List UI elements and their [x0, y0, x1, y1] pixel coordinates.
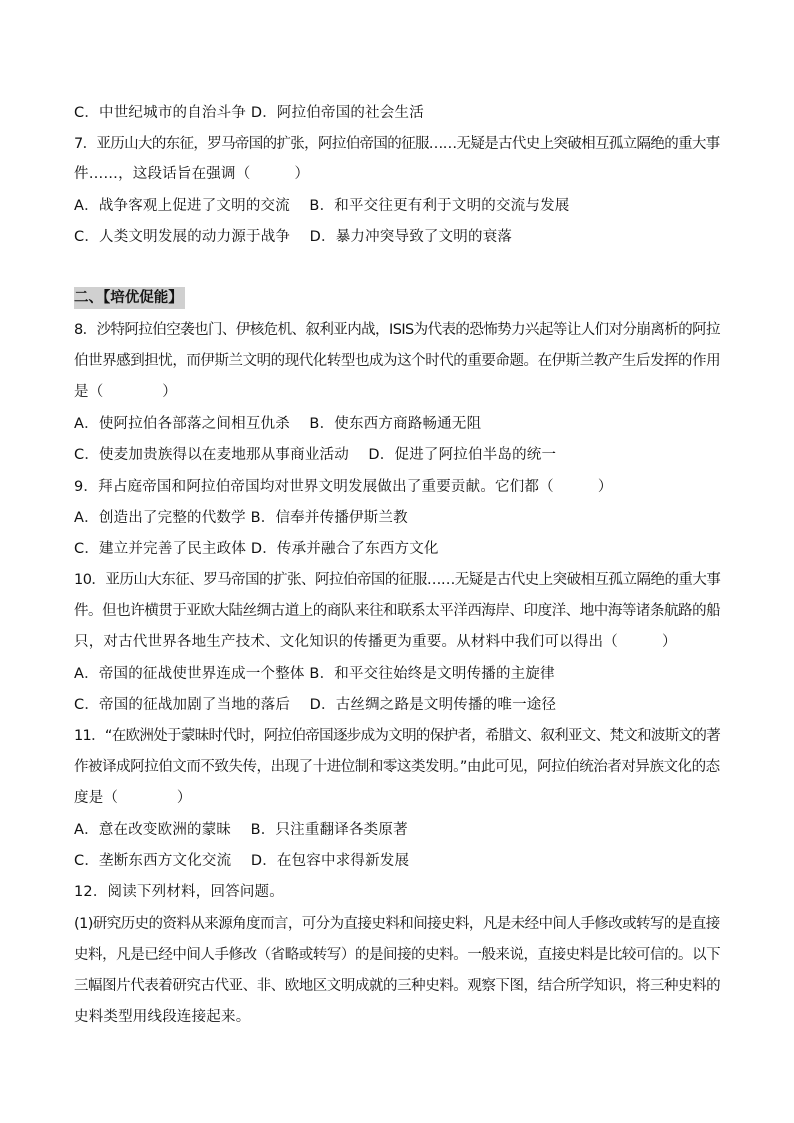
question-12-title: 12．阅读下列材料，回答问题。 — [74, 884, 284, 900]
question-7-line-1: 7．亚历山大的东征，罗马帝国的扩张，阿拉伯帝国的征服……无疑是古代史上突破相互孤立隔绝的重大事 — [74, 136, 720, 152]
question-8-line-1: 8．沙特阿拉伯空袭也门、伊核危机、叙利亚内战，ISIS为代表的恐怖势力兴起等让人们对分崩离析的阿拉 — [74, 322, 720, 338]
question-7-line-2: 件……，这段话旨在强调（ ） — [74, 166, 310, 182]
question-11-line-1: 11．“在欧洲处于蒙昧时代时，阿拉伯帝国逐步成为文明的保护者，希腊文、叙利亚文、梵文和波斯文的著 — [74, 728, 721, 744]
question-10-line-3: 只，对古代世界各地生产技术、文化知识的传播更为重要。从材料中我们可以得出（ ） — [74, 634, 677, 650]
option-line-q8-cd: C．使麦加贵族得以在麦地那从事商业活动 D．促进了阿拉伯半岛的统一 — [74, 447, 557, 463]
section-heading: 二、【培优促能】 — [74, 287, 185, 309]
option-line-q11-ab: A．意在改变欧洲的蒙昧 B．只注重翻译各类原著 — [74, 822, 408, 838]
option-line-q6-cd: C．中世纪城市的自治斗争 D．阿拉伯帝国的社会生活 — [74, 105, 424, 121]
option-line-q7-cd: C．人类文明发展的动力源于战争 D．暴力冲突导致了文明的衰落 — [74, 229, 513, 245]
question-12-para-line-3: 三幅图片代表着研究古代亚、非、欧地区文明成就的三种史料。观察下图，结合所学知识，将三种史料的 — [74, 978, 721, 994]
option-line-q9-cd: C．建立并完善了民主政体 D．传承并融合了东西方文化 — [74, 541, 439, 557]
question-12-para-line-4: 史料类型用线段连接起来。 — [74, 1009, 251, 1025]
option-line-q8-ab: A．使阿拉伯各部落之间相互仇杀 B．使东西方商路畅通无阻 — [74, 416, 482, 432]
question-8-line-3: 是（ ） — [74, 384, 177, 400]
question-11-line-2: 作被译成阿拉伯文而不致失传，出现了十进位制和零这类发明。”由此可见，阿拉伯统治者对异族文化的态 — [74, 759, 720, 775]
option-line-q7-ab: A．战争客观上促进了文明的交流 B．和平交往更有利于文明的交流与发展 — [74, 198, 570, 214]
question-12-para-line-2: 史料，凡是已经中间人手修改（省略或转写）的是间接的史料。一般来说，直接史料是比较可信的。以下 — [74, 947, 721, 963]
question-10-line-2: 件。但也许横贯于亚欧大陆丝绸古道上的商队来往和联系太平洋西海岸、印度洋、地中海等诸条航路的船 — [74, 603, 721, 619]
option-line-q10-cd: C．帝国的征战加剧了当地的落后 D．古丝绸之路是文明传播的唯一途径 — [74, 697, 557, 713]
question-8-line-2: 伯世界感到担忧，而伊斯兰文明的现代化转型也成为这个时代的重要命题。在伊斯兰教产生后发挥的作用 — [74, 353, 721, 369]
question-10-line-1: 10．亚历山大东征、罗马帝国的扩张、阿拉伯帝国的征服……无疑是古代史上突破相互孤立隔绝的重大事 — [74, 572, 721, 588]
option-line-q11-cd: C．垄断东西方文化交流 D．在包容中求得新发展 — [74, 853, 410, 869]
option-line-q10-ab: A．帝国的征战使世界连成一个整体 B．和平交往始终是文明传播的主旋律 — [74, 666, 555, 682]
question-11-line-3: 度是（ ） — [74, 790, 192, 806]
question-9-line-1: 9．拜占庭帝国和阿拉伯帝国均对世界文明发展做出了重要贡献。它们都（ ） — [74, 479, 613, 495]
option-line-q9-ab: A．创造出了完整的代数学 B．信奉并传播伊斯兰教 — [74, 510, 408, 526]
question-12-para-line-1: (1)研究历史的资料从来源角度而言，可分为直接史料和间接史料，凡是未经中间人手修改或转写的是直接 — [74, 916, 720, 932]
